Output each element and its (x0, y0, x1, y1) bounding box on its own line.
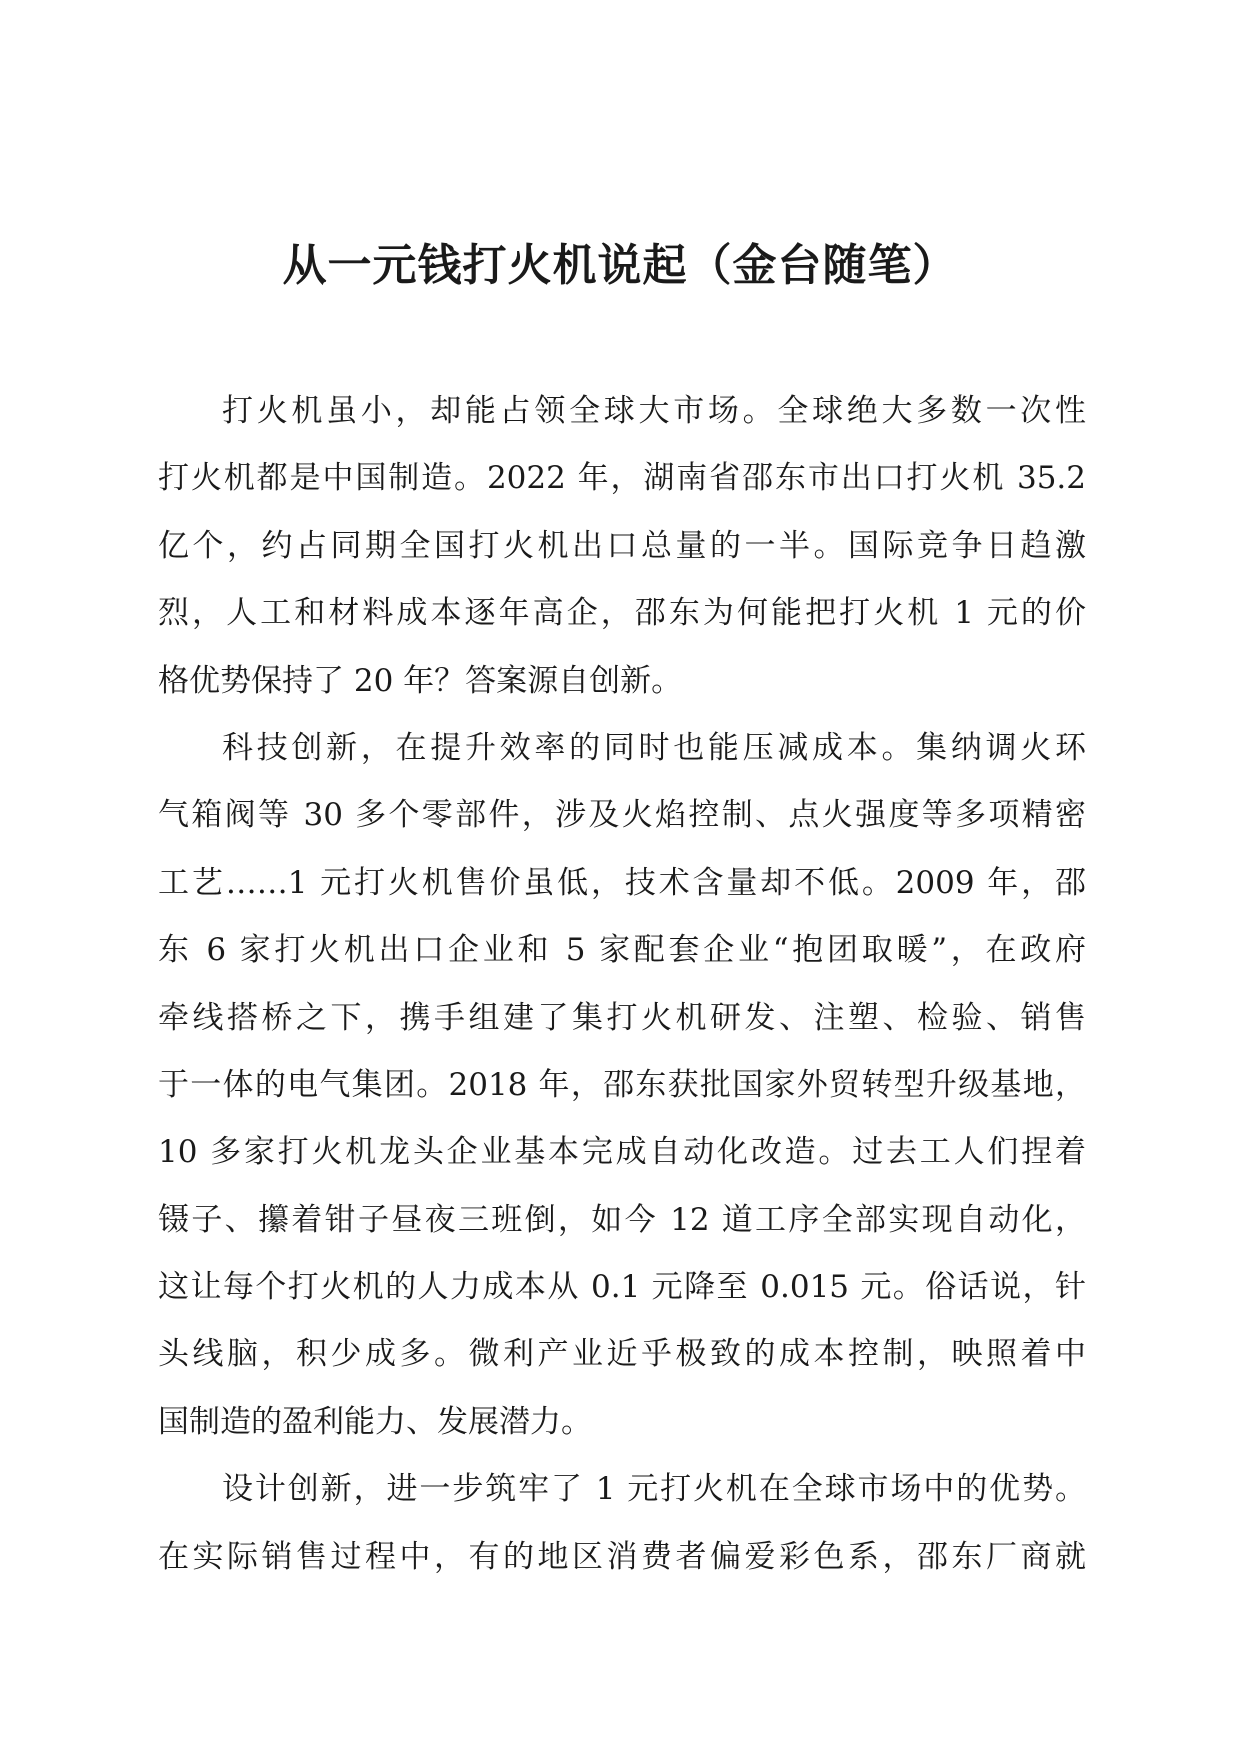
text-line: 烈，人工和材料成本逐年高企，邵东为何能把打火机 1 元的价 (158, 595, 1086, 632)
text-line: 头线脑，积少成多。微利产业近乎极致的成本控制，映照着中 (158, 1336, 1086, 1373)
text-line: 设计创新，进一步筑牢了 1 元打火机在全球市场中的优势。 (222, 1471, 1086, 1508)
text-line: 打火机虽小，却能占领全球大市场。全球绝大多数一次性 (222, 393, 1086, 429)
article-body (158, 378, 1086, 1591)
text-line: 打火机都是中国制造。2022 年，湖南省邵东市出口打火机 35.2 (158, 460, 1086, 497)
text-line: 亿个，约占同期全国打火机出口总量的一半。国际竞争日趋激 (158, 527, 1086, 564)
text-line: 格优势保持了 20 年？答案源自创新。 (158, 662, 683, 699)
text-line: 这让每个打火机的人力成本从 0.1 元降至 0.015 元。俗话说，针 (158, 1269, 1086, 1306)
paragraph-2 (158, 715, 1086, 1456)
text-line: 科技创新，在提升效率的同时也能压减成本。集纳调火环 (222, 729, 1086, 766)
text-line: 国制造的盈利能力、发展潜力。 (158, 1403, 592, 1440)
text-line: 工艺……1 元打火机售价虽低，技术含量却不低。2009 年，邵 (158, 864, 1086, 901)
text-line: 气箱阀等 30 多个零部件，涉及火焰控制、点火强度等多项精密 (158, 797, 1086, 834)
text-line: 镊子、攥着钳子昼夜三班倒，如今 12 道工序全部实现自动化， (158, 1201, 1086, 1238)
page-title: 从一元钱打火机说起（金台随笔） (282, 240, 958, 291)
paragraph-1 (158, 378, 1086, 715)
text-line: 牵线搭桥之下，携手组建了集打火机研发、注塑、检验、销售 (158, 999, 1086, 1036)
text-line: 10 多家打火机龙头企业基本完成自动化改造。过去工人们捏着 (158, 1134, 1086, 1171)
text-line: 在实际销售过程中，有的地区消费者偏爱彩色系，邵东厂商就 (158, 1538, 1086, 1575)
text-line: 东 6 家打火机出口企业和 5 家配套企业“抱团取暖”，在政府 (158, 932, 1086, 969)
text-line: 于一体的电气集团。2018 年，邵东获批国家外贸转型升级基地， (158, 1066, 1086, 1103)
paragraph-3 (158, 1456, 1086, 1591)
